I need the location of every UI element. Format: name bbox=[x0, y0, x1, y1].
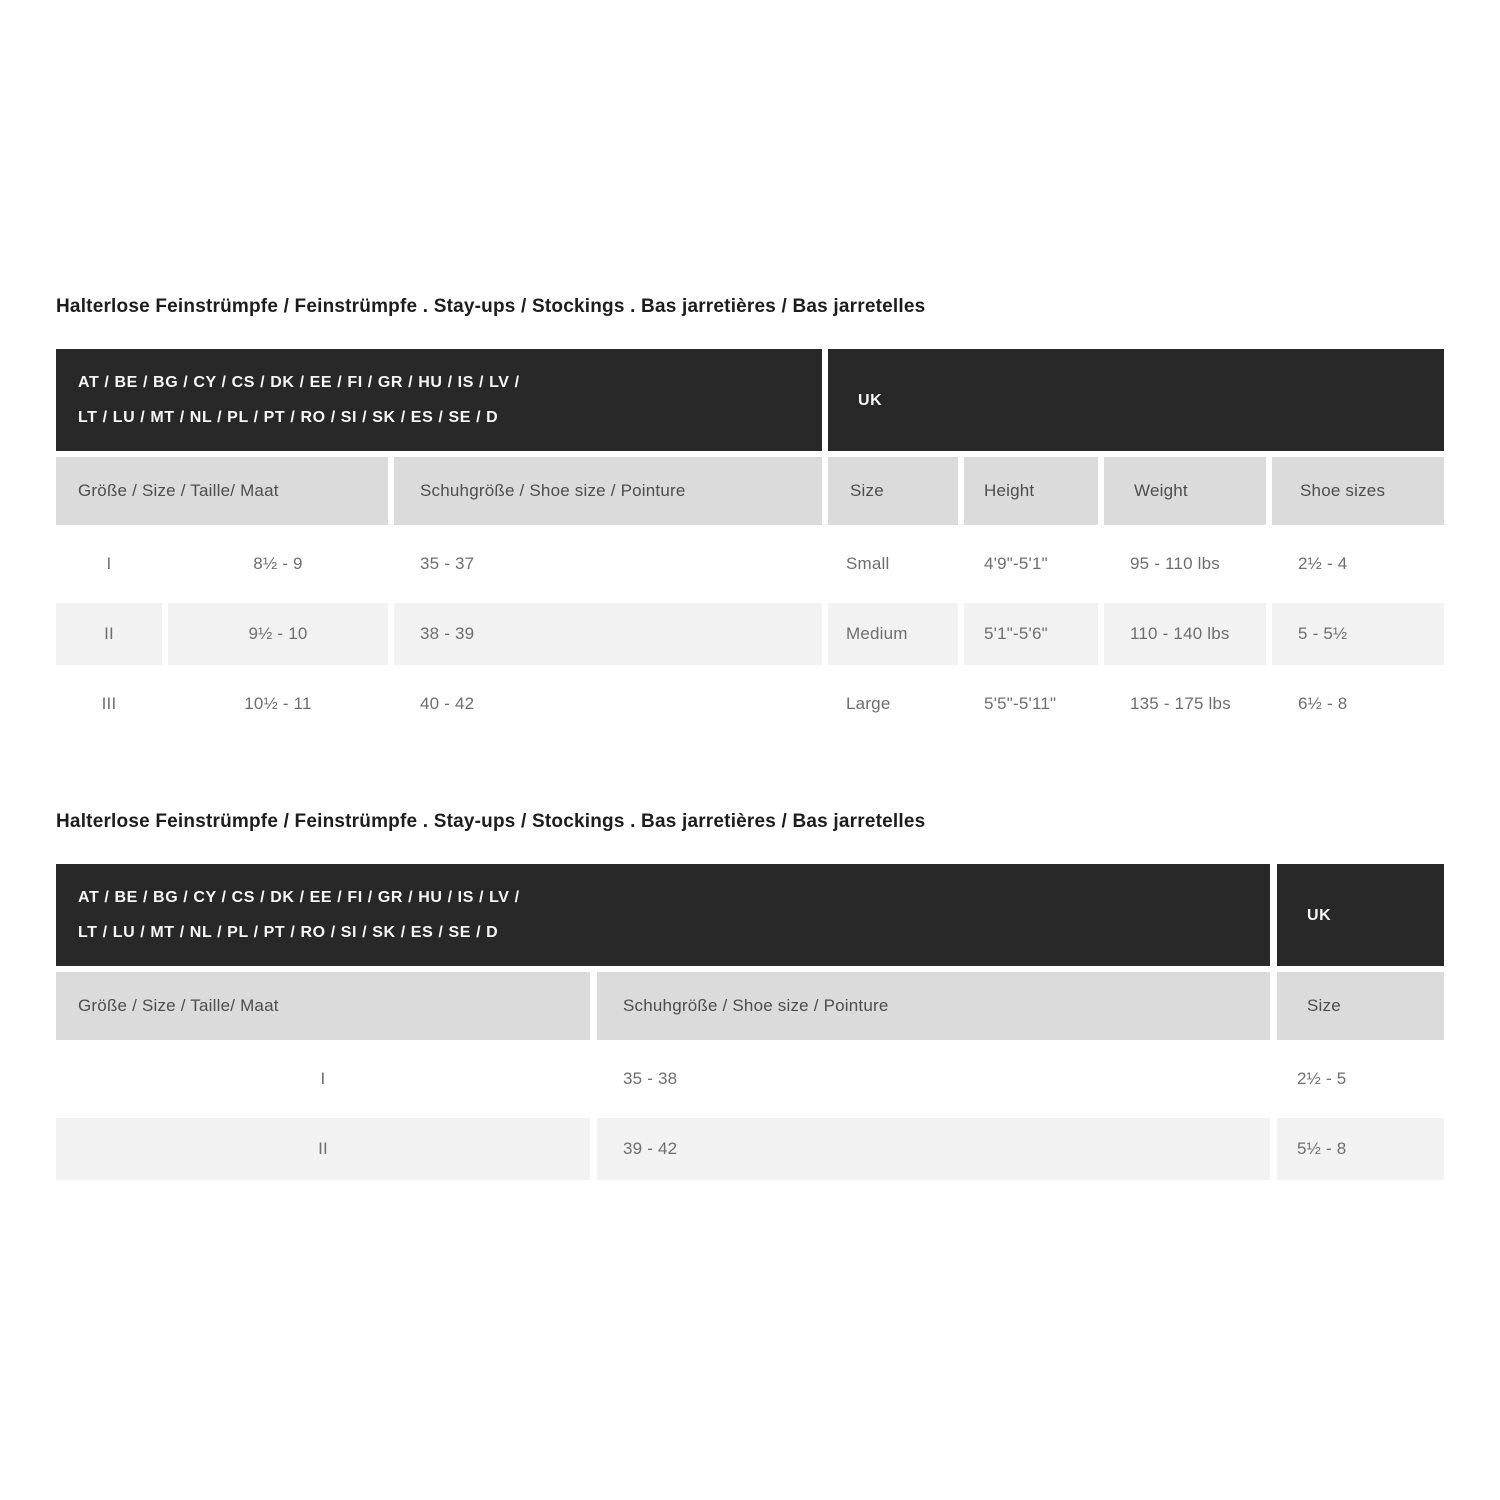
eu-country-codes-line1: AT / BE / BG / CY / CS / DK / EE / FI / GR / HU / IS / LV / bbox=[78, 374, 520, 391]
cell-height: 5'1"-5'6" bbox=[964, 603, 1098, 665]
size-table-1 bbox=[56, 349, 1444, 739]
region-header-row bbox=[56, 864, 1444, 966]
column-header-size-group: Größe / Size / Taille/ Maat bbox=[56, 457, 388, 525]
uk-label: UK bbox=[1307, 906, 1332, 924]
eu-country-codes-line2: LT / LU / MT / NL / PL / PT / RO / SI / SK / ES / SE / D bbox=[78, 924, 499, 941]
uk-label: UK bbox=[858, 391, 883, 409]
cell-size-uk: 5½ - 8 bbox=[1277, 1118, 1444, 1180]
column-header-size-group: Größe / Size / Taille/ Maat bbox=[56, 972, 590, 1040]
cell-shoe-uk: 2½ - 4 bbox=[1298, 554, 1348, 573]
cell-shoe-uk: 6½ - 8 bbox=[1298, 694, 1348, 713]
table-row bbox=[56, 529, 1444, 599]
size-chart-page bbox=[56, 296, 1444, 1184]
cell-shoe-eu: 35 - 37 bbox=[420, 554, 475, 573]
cell-size-uk: Large bbox=[846, 694, 891, 713]
column-header-weight: Weight bbox=[1104, 457, 1266, 525]
column-header-size: Size bbox=[828, 457, 958, 525]
cell-size-range: 9½ - 10 bbox=[168, 603, 388, 665]
cell-size-roman: III bbox=[101, 694, 117, 713]
column-header-shoe-group: Schuhgröße / Shoe size / Pointure bbox=[597, 972, 1270, 1040]
cell-shoe-eu: 40 - 42 bbox=[420, 694, 475, 713]
size-chart-section-stockings-1 bbox=[56, 296, 1444, 739]
section-title: Halterlose Feinstrümpfe / Feinstrümpfe . Stay-ups / Stockings . Bas jarretières / Bas jarretelles bbox=[56, 296, 926, 317]
section-title: Halterlose Feinstrümpfe / Feinstrümpfe . Stay-ups / Stockings . Bas jarretières / Bas jarretelles bbox=[56, 811, 926, 832]
size-chart-section-stockings-2 bbox=[56, 811, 1444, 1180]
table-row bbox=[56, 1118, 1444, 1180]
column-header-height: Height bbox=[964, 457, 1098, 525]
table-body bbox=[56, 1044, 1444, 1180]
column-header-shoe-group: Schuhgröße / Shoe size / Pointure bbox=[394, 457, 822, 525]
cell-size-roman: II bbox=[56, 603, 162, 665]
column-header-size: Size bbox=[1277, 972, 1444, 1040]
cell-size-uk: Medium bbox=[828, 603, 958, 665]
cell-size-uk: Small bbox=[846, 554, 890, 573]
region-header-uk bbox=[1277, 864, 1444, 966]
table-body bbox=[56, 529, 1444, 739]
cell-size-range: 8½ - 9 bbox=[253, 554, 303, 573]
cell-height: 4'9"-5'1" bbox=[984, 554, 1048, 573]
column-header-row bbox=[56, 457, 1444, 525]
region-header-uk bbox=[828, 349, 1444, 451]
cell-size-roman: I bbox=[320, 1069, 326, 1088]
eu-country-codes-line1: AT / BE / BG / CY / CS / DK / EE / FI / GR / HU / IS / LV / bbox=[78, 889, 520, 906]
column-header-shoe-sizes: Shoe sizes bbox=[1272, 457, 1444, 525]
cell-shoe-eu: 35 - 38 bbox=[623, 1069, 678, 1088]
region-header-eu bbox=[56, 864, 1270, 966]
region-header-row bbox=[56, 349, 1444, 451]
cell-size-roman: I bbox=[106, 554, 112, 573]
cell-shoe-eu: 39 - 42 bbox=[597, 1118, 1270, 1180]
region-header-eu bbox=[56, 349, 822, 451]
cell-size-uk: 2½ - 5 bbox=[1297, 1069, 1347, 1088]
cell-weight: 110 - 140 lbs bbox=[1104, 603, 1266, 665]
cell-size-roman: II bbox=[56, 1118, 590, 1180]
size-table-2 bbox=[56, 864, 1444, 1180]
cell-size-range: 10½ - 11 bbox=[244, 694, 312, 713]
eu-country-codes-line2: LT / LU / MT / NL / PL / PT / RO / SI / SK / ES / SE / D bbox=[78, 409, 499, 426]
cell-height: 5'5"-5'11" bbox=[984, 694, 1057, 713]
column-header-row bbox=[56, 972, 1444, 1040]
cell-weight: 135 - 175 lbs bbox=[1130, 694, 1231, 713]
cell-weight: 95 - 110 lbs bbox=[1130, 554, 1220, 573]
table-row bbox=[56, 1044, 1444, 1114]
table-row bbox=[56, 669, 1444, 739]
cell-shoe-eu: 38 - 39 bbox=[394, 603, 822, 665]
table-row bbox=[56, 603, 1444, 665]
cell-shoe-uk: 5 - 5½ bbox=[1272, 603, 1444, 665]
